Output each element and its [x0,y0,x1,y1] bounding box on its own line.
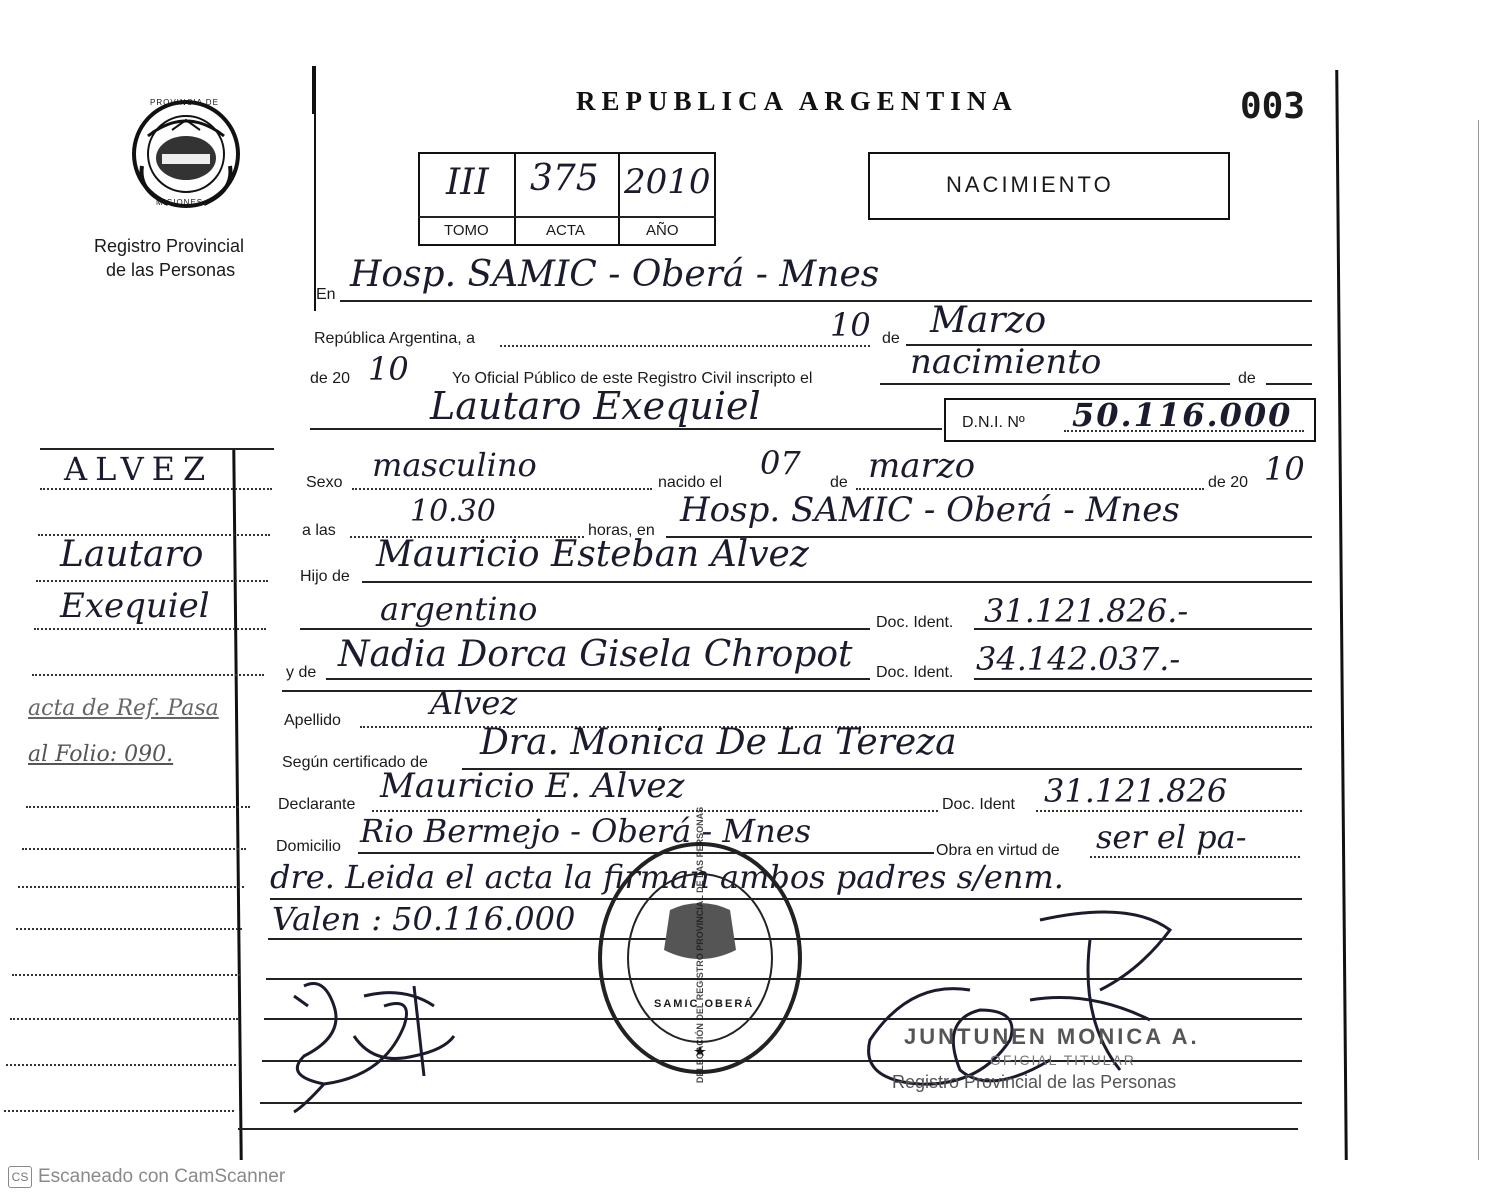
page-edge-right [1478,120,1479,1160]
child-name-value: Lautaro Exequiel [430,384,761,428]
name-line [310,428,942,430]
record-box-label-rule [418,216,716,218]
country-heading: REPUBLICA ARGENTINA [576,86,1018,116]
month-value: Marzo [930,300,1047,341]
margin-line-7 [22,848,246,850]
oficial-value: nacimiento [910,342,1102,382]
declarante-value: Mauricio E. Alvez [380,766,685,806]
margin-line-10 [12,974,240,976]
official-stamp-title: OFICIAL TITULAR [990,1052,1136,1068]
padre-doc-value: 31.121.826.- [984,592,1189,630]
seal-text-bottom: MISIONES [156,198,204,207]
record-box-divider-1 [514,152,516,246]
margin-given-2: Exequiel [60,586,210,626]
oficial-text: Yo Oficial Público de este Registro Civil inscripto el [452,370,813,387]
camscanner-watermark: Escaneado con CamScanner [38,1166,286,1187]
margin-line-5 [32,674,264,676]
acta-value: 375 [530,158,599,199]
margin-line-6 [26,806,250,808]
sexo-value: masculino [372,446,537,484]
declarante-doc-dotted [1036,810,1302,812]
acta-label: ACTA [546,222,585,239]
camscanner-badge: CS [8,1166,32,1188]
page-right-rule [1335,70,1348,1160]
de-label-1: de [882,330,900,347]
free-text-line-b: Valen : 50.116.000 [272,900,576,938]
lugar-value: Hosp. SAMIC - Oberá - Mnes [680,490,1180,530]
official-signature [850,900,1190,1100]
anio-value: 2010 [624,162,711,202]
obra-dotted [1090,856,1300,858]
margin-line-9 [16,928,242,930]
document-type-label: NACIMIENTO [946,172,1114,197]
madre-value: Nadia Dorca Gisela Chropot [338,634,853,675]
page-number: 003 [1240,86,1306,127]
declarant-signature [264,966,464,1116]
hora-value: 10.30 [410,494,496,529]
oficial-line [880,383,1230,385]
de20-label: de 20 [1208,474,1249,491]
padre-line-2 [300,628,870,630]
de-label-2: de [1238,370,1256,387]
republica-dotted-line [500,345,870,347]
margin-line-8 [18,886,244,888]
en-label: En [316,286,336,303]
stamp-inner-text: SAMIC OBERÁ [654,998,755,1010]
madre-line [326,678,870,680]
padre-nacionalidad: argentino [380,590,538,628]
domicilio-label: Domicilio [276,838,341,855]
hijo-label: Hijo de [300,568,350,585]
registry-name-line1: Registro Provincial [94,236,245,256]
sexo-label: Sexo [306,474,343,491]
oficial-line-end [1266,383,1312,385]
year-prefix-label: de 20 [310,370,351,387]
domicilio-value: Rio Bermejo - Oberá - Mnes [360,812,812,850]
tomo-value: III [446,162,489,203]
horas-label: horas, en [588,522,655,539]
official-stamp-name: JUNTUNEN MONICA A. [904,1024,1200,1049]
obra-value: ser el pa- [1096,818,1247,856]
free-text-line-a: dre. Leida el acta la firman ambos padres s/enm. [270,858,1064,896]
free-line-7 [238,1128,1298,1130]
segun-label: Según certificado de [282,754,428,771]
republica-label: República Argentina, a [314,330,475,347]
yde-label: y de [286,664,317,681]
nacido-label: nacido el [658,474,723,491]
en-value: Hosp. SAMIC - Oberá - Mnes [350,254,880,295]
margin-line-12 [6,1064,236,1066]
declarante-label: Declarante [278,796,356,813]
anio-label: AÑO [646,222,679,239]
en-line [340,300,1312,302]
padre-line [362,581,1312,583]
padre-doc-label: Doc. Ident. [876,614,954,631]
margin-line-11 [10,1018,238,1020]
apellido-label: Apellido [284,712,341,729]
dni-value: 50.116.000 [1072,396,1293,434]
obra-label: Obra en virtud de [936,842,1060,859]
margin-line-3 [36,580,268,582]
page-left-rule [232,450,242,1160]
apellido-value: Alvez [430,684,518,722]
declarante-doc-value: 31.121.826 [1044,772,1228,810]
segun-value: Dra. Monica De La Tereza [480,722,957,763]
margin-note-2: al Folio: 090. [28,742,174,767]
nacido-year: 10 [1264,450,1305,488]
margin-note-1: acta de Ref. Pasa [28,696,219,721]
declarante-doc-label: Doc. Ident [942,796,1015,813]
day-value: 10 [830,306,871,344]
tomo-label: TOMO [444,222,489,239]
nacido-month: marzo [868,446,976,486]
madre-doc-label: Doc. Ident. [876,664,954,681]
de-label-3: de [830,474,848,491]
year-value: 10 [368,350,409,388]
registry-name-line2: de las Personas [106,260,236,280]
margin-line-13 [4,1110,234,1112]
margin-given-1: Lautaro [60,534,204,575]
margin-line-1 [40,488,272,490]
provincial-seal-logo [128,96,244,214]
madre-doc-value: 34.142.037.- [976,640,1181,678]
dni-label: D.N.I. Nº [962,414,1025,431]
margin-surname: ALVEZ [64,450,214,488]
margin-line-4 [34,628,266,630]
official-stamp-org: Registro Provincial de las Personas [892,1072,1177,1092]
seal-text-top: PROVINCIA DE [150,98,219,107]
padre-value: Mauricio Esteban Alvez [376,534,809,575]
madre-doc-line [974,678,1312,680]
sexo-dotted [352,488,652,490]
main-column-rule [314,66,316,311]
stamp-ring-text: DELEGACIÓN DEL REGISTRO PROVINCIAL DE LAS PERSONAS [695,806,705,1084]
nacido-day: 07 [760,444,801,482]
record-box-divider-2 [618,152,620,246]
alas-label: a las [302,522,336,539]
